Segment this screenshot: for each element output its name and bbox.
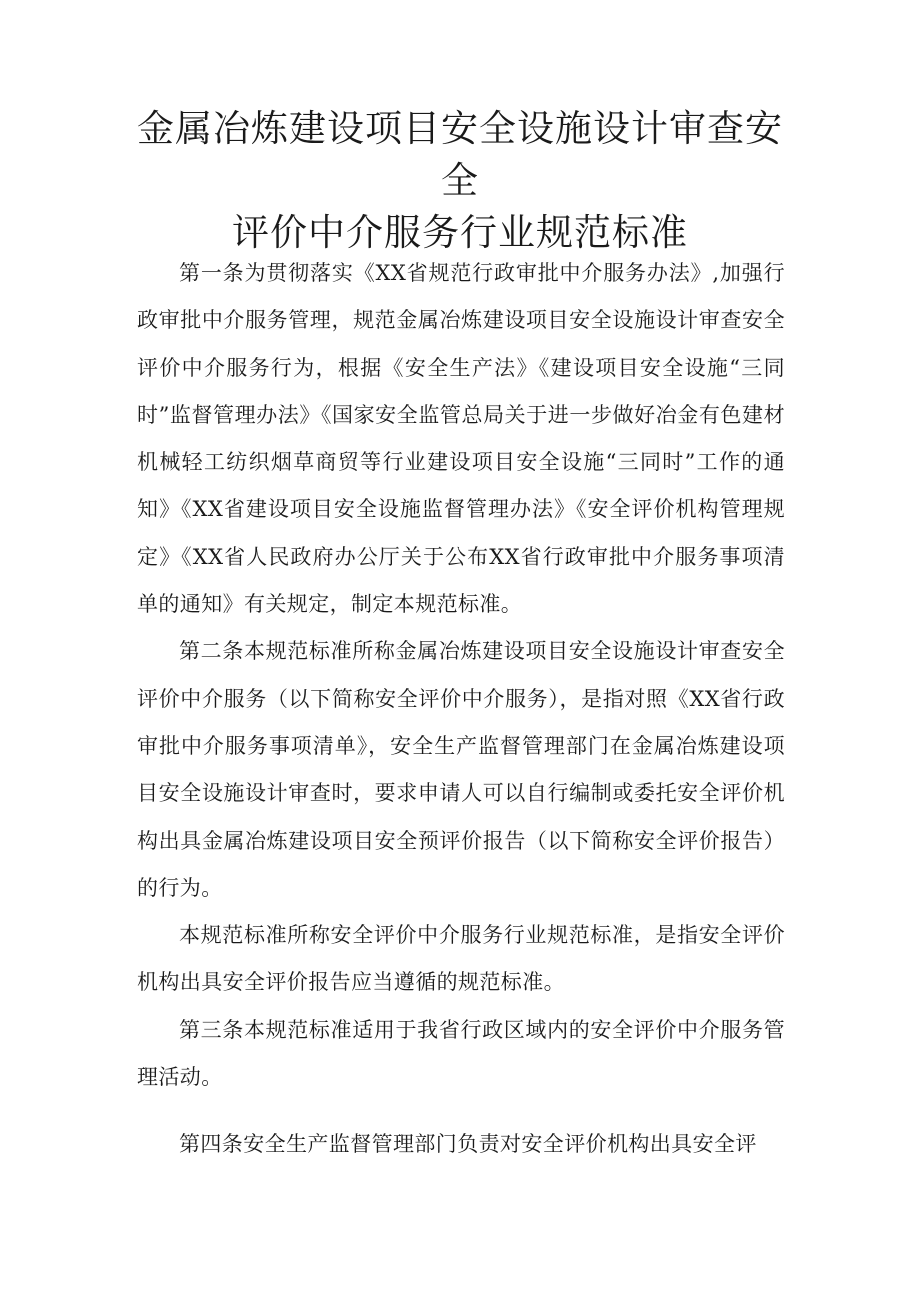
paragraph-article-1: 第一条为贯彻落实《XX省规范行政审批中介服务办法》,加强行政审批中介服务管理，规范金属冶炼建设项目安全设施设计审查安全评价中介服务行为，根据《安全生产法》《建设项目安全设施“三同时”监督管理办法》《国家安全监管总局关于进一步做好冶金有色建材机械轻工纺织烟草商贸等行业建设项目安全设施“三同时”工作的通知》《XX省建设项目安全设施监督管理办法》《安全评价机构管理规定》《XX省人民政府办公厅关于公布XX省行政审批中介服务事项清单的通知》有关规定，制定本规范标准。 xyxy=(137,261,785,617)
title-line-2: 评价中介服务行业规范标准 xyxy=(232,211,688,254)
paragraph-article-2: 第二条本规范标准所称金属冶炼建设项目安全设施设计审查安全评价中介服务（以下简称安全评价中介服务），是指对照《XX省行政审批中介服务事项清单》，安全生产监督管理部门在金属冶炼建设项目安全设施设计审查时，要求申请人可以自行编制或委托安全评价机构出具金属冶炼建设项目安全预评价报告（以下简称安全评价报告）的行为。 xyxy=(137,639,785,900)
document-body xyxy=(137,250,785,1169)
paragraph-article-4: 第四条安全生产监督管理部门负责对安全评价机构出具安全评 xyxy=(179,1132,757,1157)
paragraph-article-2-scope: 本规范标准所称安全评价中介服务行业规范标准，是指安全评价机构出具安全评价报告应当遵循的规范标准。 xyxy=(137,923,785,995)
title-line-1: 金属冶炼建设项目安全设施设计审查安全 xyxy=(137,107,783,202)
paragraph-article-3: 第三条本规范标准适用于我省行政区域内的安全评价中介服务管理活动。 xyxy=(137,1017,785,1090)
paragraph-spacer xyxy=(137,1101,785,1121)
document-title xyxy=(130,103,790,259)
